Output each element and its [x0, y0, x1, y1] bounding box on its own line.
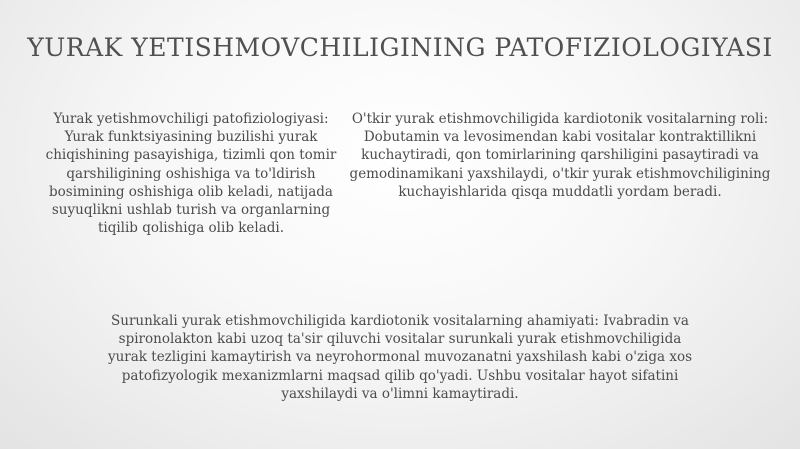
- pathophysiology-paragraph: Yurak yetishmovchiligi patofiziologiyasi: Yurak funktsiyasining buzilishi yurak chiqishining pasayishiga, tizimli qon tomir qarshiligining oshishiga va to'ldirish bosimining oshishiga olib keladi, natijada suyuqlikni ushlab turish va organlarning tiqilib qolishiga olib keladi.: [45, 111, 337, 237]
- chronic-heart-failure-paragraph: Surunkali yurak etishmovchiligida kardiotonik vositalarning ahamiyati: Ivabradin va spironolakton kabi uzoq ta'sir qiluvchi vositalar surunkali yurak etishmovchiligida yurak tezligini kamaytirish va neyrohormonal muvozanatni yaxshilash kabi o'ziga xos patofizyologik mexanizmlarni maqsad qilib qo'yadi. Ushbu vositalar hayot sifatini yaxshilaydi va o'limni kamaytiradi.: [107, 313, 693, 402]
- acute-heart-failure-paragraph: O'tkir yurak etishmovchiligida kardiotonik vositalarning roli: Dobutamin va levosimendan kabi vositalar kontraktillikni kuchaytiradi, qon tomirlarining qarshiligini pasaytiradi va gemodinamikani yaxshilaydi, o'tkir yurak etishmovchiligining kuchayishlarida qisqa muddatli yordam beradi.: [349, 111, 771, 200]
- slide-title: YURAK YETISHMOVCHILIGINING PATOFIZIOLOGIYASI: [27, 33, 773, 62]
